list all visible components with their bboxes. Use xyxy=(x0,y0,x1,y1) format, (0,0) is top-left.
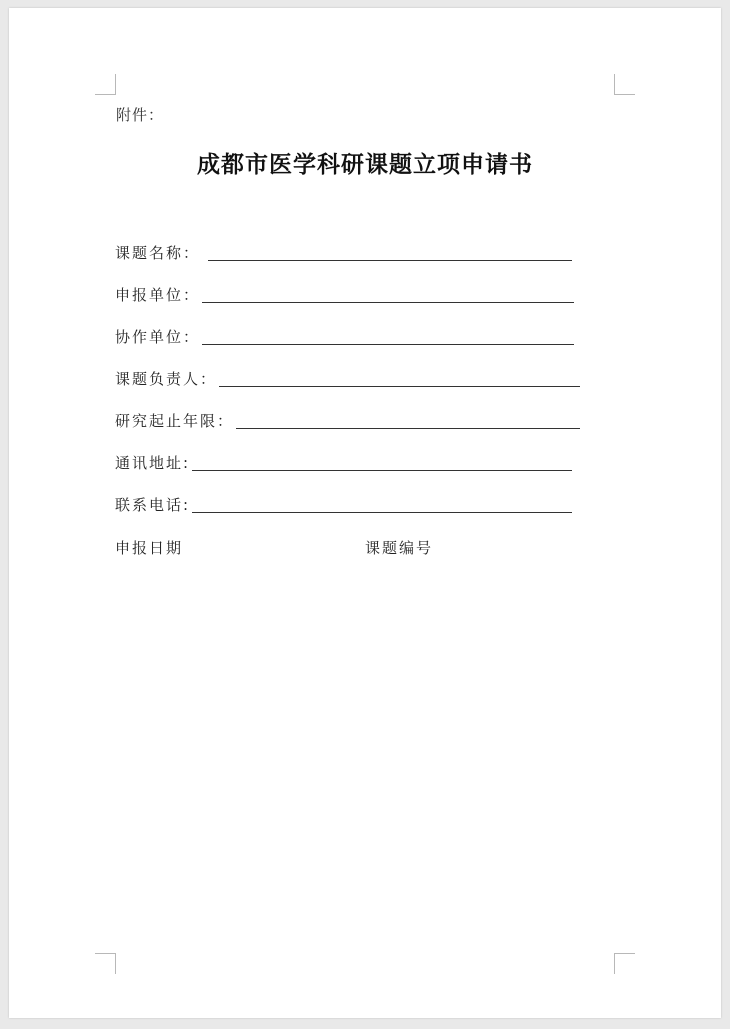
margin-corner-bottom-right xyxy=(614,953,635,974)
document-title: 成都市医学科研课题立项申请书 xyxy=(197,151,533,178)
fill-line[interactable] xyxy=(192,511,572,513)
field-label: 通讯地址: xyxy=(115,454,191,472)
margin-corner-top-left xyxy=(95,74,116,95)
fill-line[interactable] xyxy=(208,259,572,261)
fill-line[interactable] xyxy=(192,469,572,471)
fill-line[interactable] xyxy=(202,301,574,303)
project-number-label: 课题编号 xyxy=(365,539,434,557)
document-page xyxy=(9,8,721,1018)
field-label: 研究起止年限： xyxy=(115,412,235,430)
field-label: 申报单位： xyxy=(115,286,201,304)
field-label: 课题名称： xyxy=(115,244,201,262)
field-project-leader xyxy=(115,365,580,389)
field-applicant-unit xyxy=(115,281,574,305)
field-mailing-address xyxy=(115,449,572,473)
margin-corner-top-right xyxy=(614,74,635,95)
fill-line[interactable] xyxy=(236,427,580,429)
margin-corner-bottom-left xyxy=(95,953,116,974)
fill-line[interactable] xyxy=(219,385,580,387)
field-contact-phone xyxy=(115,491,572,515)
field-label: 联系电话: xyxy=(115,496,191,514)
field-research-period xyxy=(115,407,580,431)
field-cooperating-unit xyxy=(115,323,574,347)
attachment-label: 附件： xyxy=(116,106,165,124)
field-project-name xyxy=(115,239,572,263)
field-label: 协作单位： xyxy=(115,328,201,346)
fill-line[interactable] xyxy=(202,343,574,345)
application-date-label: 申报日期 xyxy=(115,539,184,557)
field-label: 课题负责人： xyxy=(115,370,218,388)
